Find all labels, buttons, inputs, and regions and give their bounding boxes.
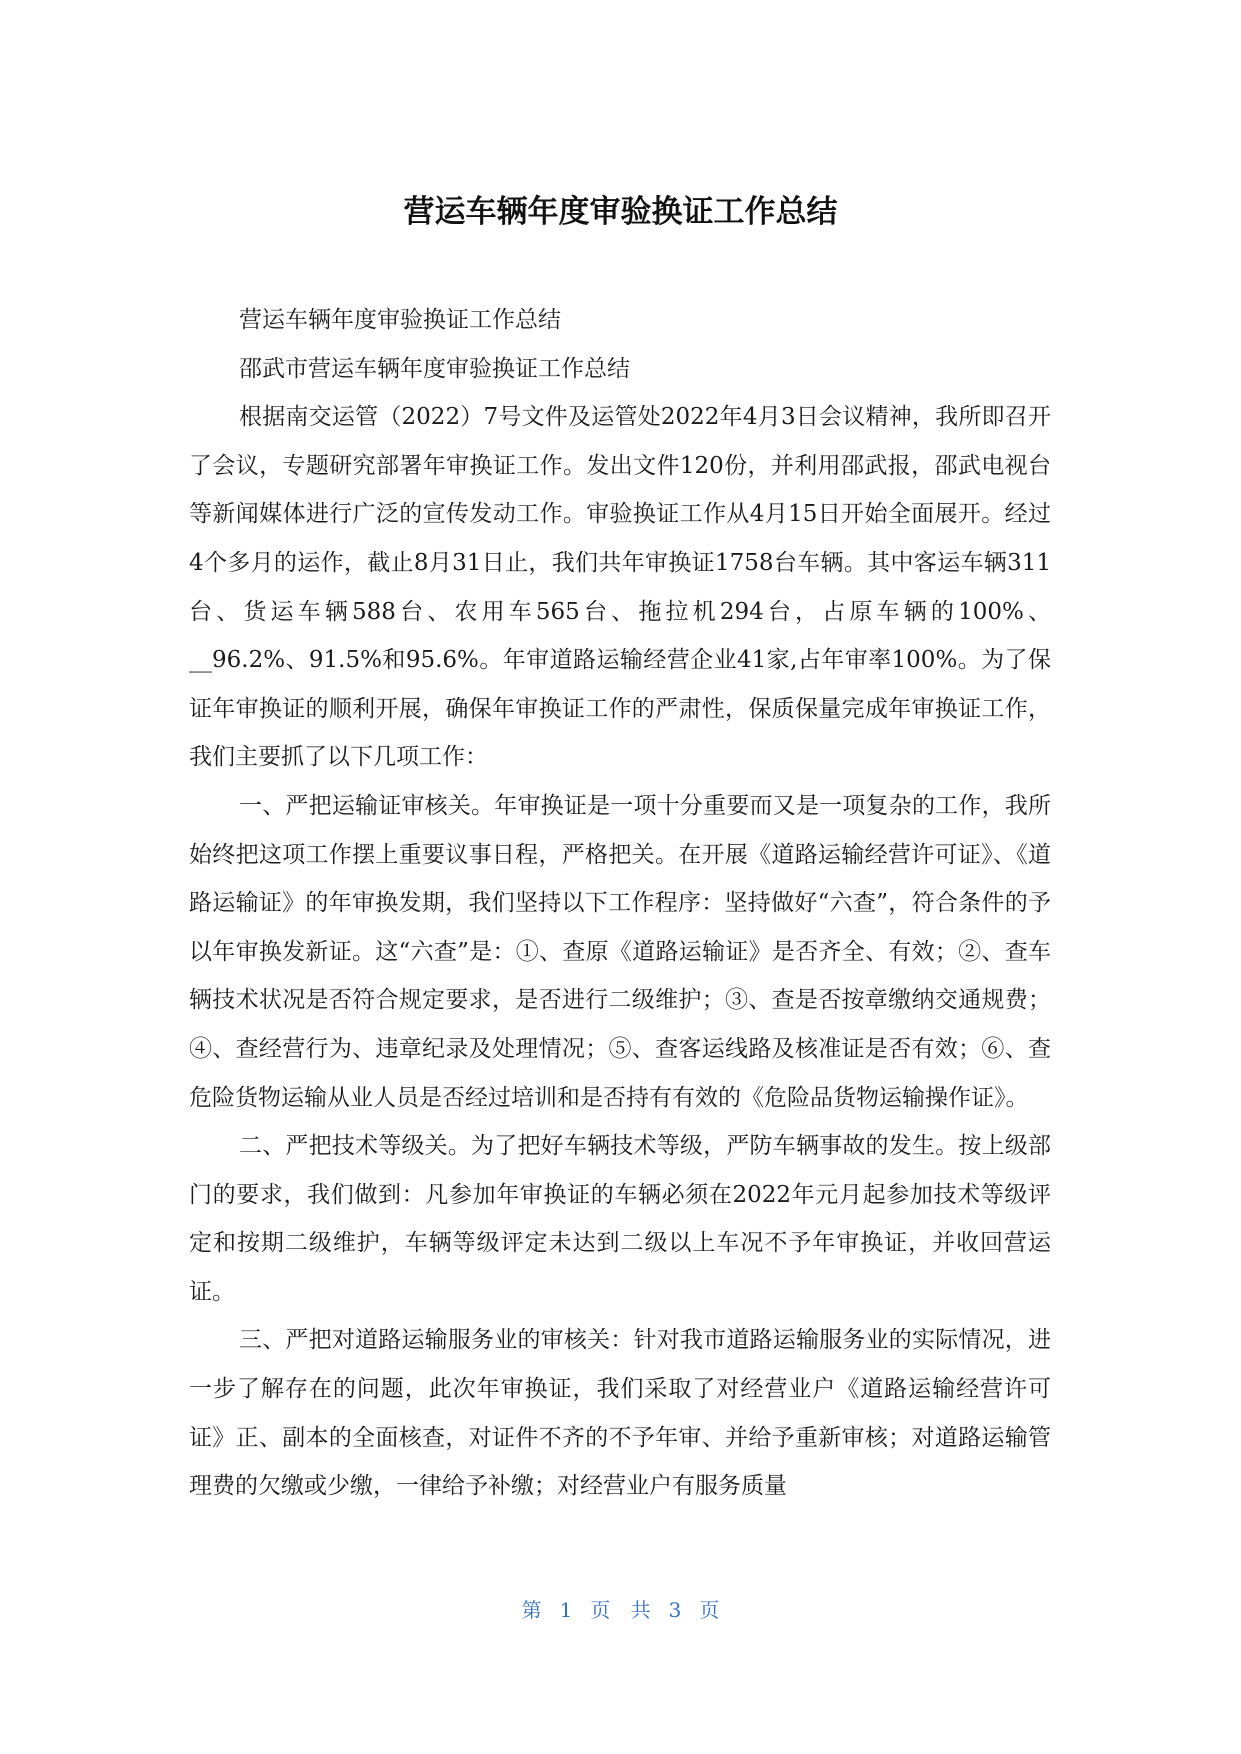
footer-prefix: 第 [521,1598,542,1622]
footer-current-page: 1 [559,1598,573,1622]
footer-suffix: 页 [699,1598,720,1622]
document-title: 营运车辆年度审验换证工作总结 [403,194,838,230]
page-number-footer [0,1594,1241,1623]
paragraph-heading: 营运车辆年度审验换证工作总结 [239,307,561,333]
paragraph-section-2: 二、严把技术等级关。为了把好车辆技术等级，严防车辆事故的发生。按上级部门的要求，我们做到：凡参加年审换证的车辆必须在2022年元月起参加技术等级评定和按期二级维护，车辆等级评定未达到二级以上车况不予年审换证，并收回营运证。 [189,1133,1051,1305]
paragraph-section-1: 一、严把运输证审核关。年审换证是一项十分重要而又是一项复杂的工作，我所始终把这项工作摆上重要议事日程，严格把关。在开展《道路运输经营许可证》、《道路运输证》的年审换发期，我们坚持以下工作程序：坚持做好“六查”，符合条件的予以年审换发新证。这“六查”是：①、查原《道路运输证》是否齐全、有效；②、查车辆技术状况是否符合规定要求，是否进行二级维护；③、查是否按章缴纳交通规费；④、查经营行为、违章纪录及处理情况；⑤、查客运线路及核准证是否有效；⑥、查危险货物运输从业人员是否经过培训和是否持有有效的《危险品货物运输操作证》。 [189,792,1051,1111]
paragraph-section-3: 三、严把对道路运输服务业的审核关：针对我市道路运输服务业的实际情况，进一步了解存在的问题，此次年审换证，我们采取了对经营业户《道路运输经营许可证》正、副本的全面核查，对证件不齐的不予年审、并给予重新审核；对道路运输管理费的欠缴或少缴，一律给予补缴；对经营业户有服务质量 [189,1327,1051,1500]
paragraph-intro: 根据南交运管（2022）7号文件及运管处2022年4月3日会议精神，我所即召开了会议，专题研究部署年审换证工作。发出文件120份，并利用邵武报，邵武电视台等新闻媒体进行广泛的宣传发动工作。审验换证工作从4月15日开始全面展开。经过4个多月的运作，截止8月31日止，我们共年审换证1758台车辆。其中客运车辆311台、货运车辆588台、农用车565台、拖拉机294台，占原车辆的100%、__96.2%、91.5%和95.6%。年审道路运输经营企业41家,占年审率100%。为了保证年审换证的顺利开展，确保年审换证工作的严肃性，保质保量完成年审换证工作，我们主要抓了以下几项工作： [189,404,1051,771]
document-body [189,296,1051,1511]
footer-total-pages: 3 [668,1598,682,1622]
paragraph-subheading: 邵武市营运车辆年度审验换证工作总结 [239,355,630,382]
footer-middle: 页 共 [590,1598,651,1622]
